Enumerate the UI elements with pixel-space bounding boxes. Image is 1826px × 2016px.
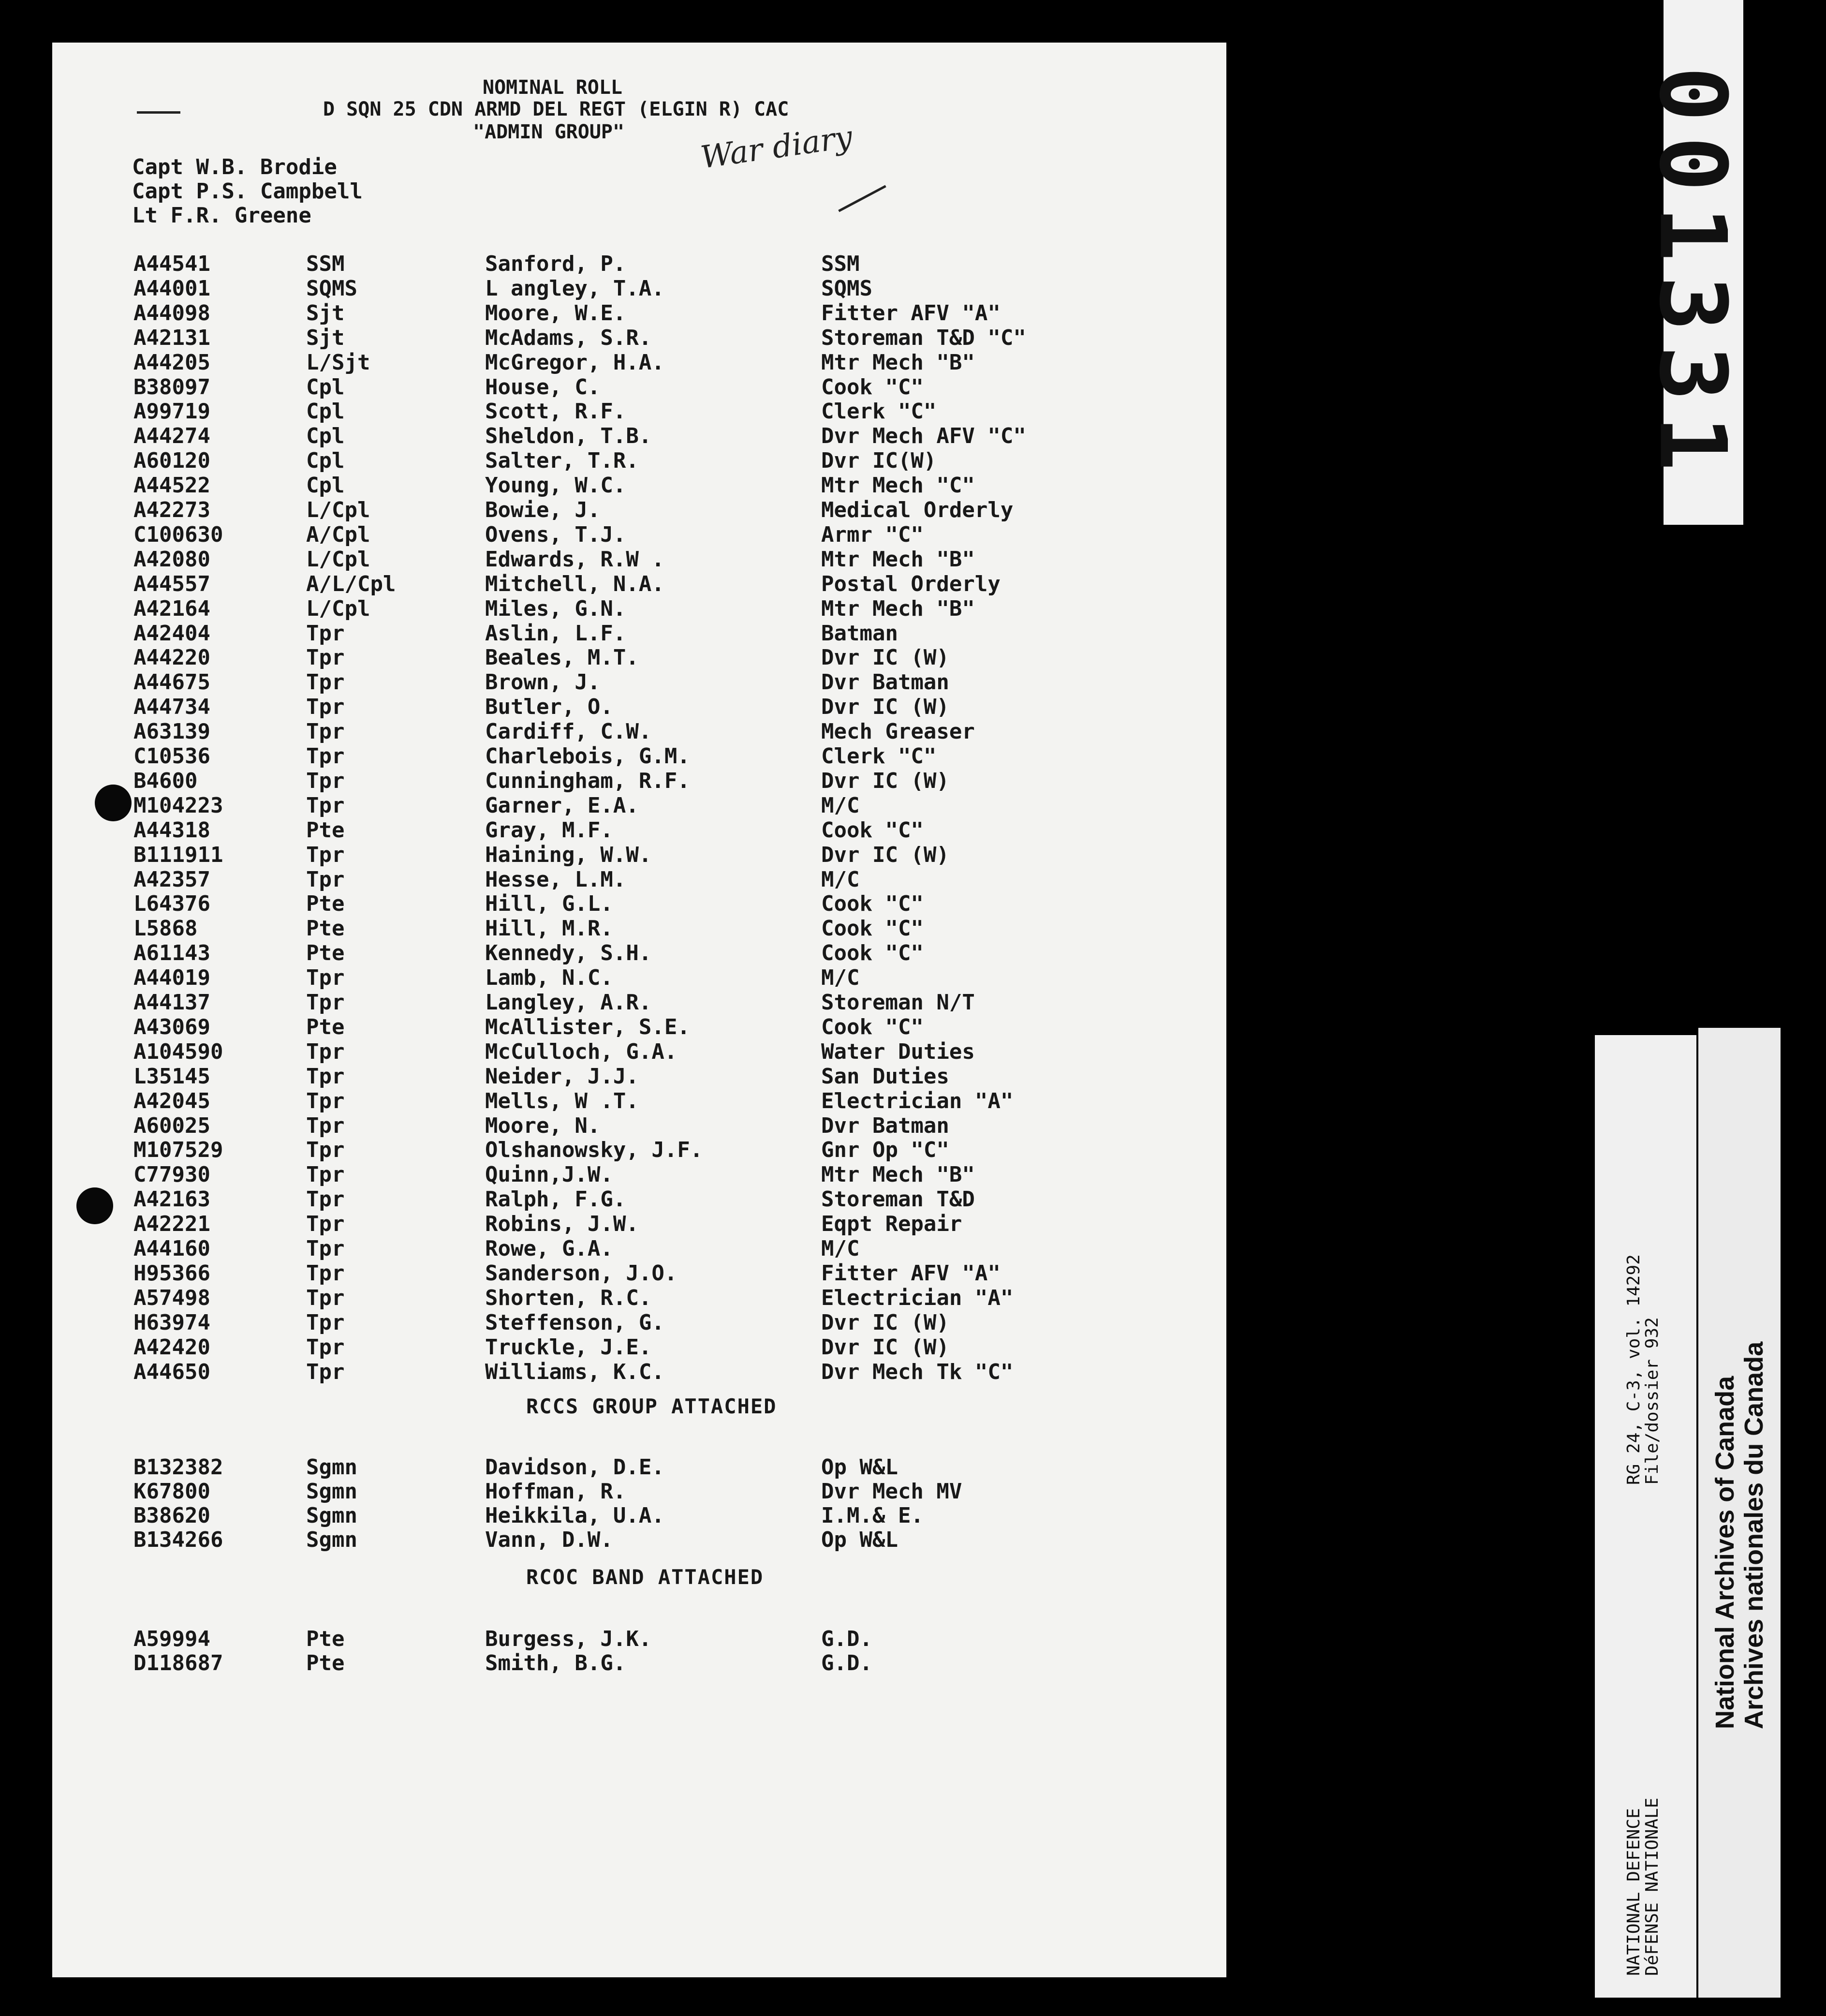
rank-cell: Tpr — [306, 1064, 345, 1089]
service-number-cell: A42273 — [133, 498, 210, 522]
table-row — [52, 1187, 1226, 1211]
name-cell: Hoffman, R. — [485, 1479, 626, 1504]
duty-cell: Gnr Op "C" — [821, 1138, 949, 1163]
table-row — [52, 1162, 1226, 1186]
duty-cell: Medical Orderly — [821, 498, 1014, 522]
name-cell: Charlebois, G.M. — [485, 744, 690, 769]
duty-cell: Dvr IC (W) — [821, 842, 949, 867]
service-number-cell: A44675 — [133, 670, 210, 695]
table-row — [52, 1503, 1226, 1527]
name-cell: Gray, M.F. — [485, 817, 613, 843]
duty-cell: Clerk "C" — [821, 744, 937, 769]
reference-line: RG 24, C-3, vol. 14292 — [1624, 1254, 1644, 1485]
rank-cell: Sgmn — [306, 1527, 357, 1552]
duty-cell: SSM — [821, 252, 860, 276]
table-row — [52, 350, 1226, 374]
name-cell: Heikkila, U.A. — [485, 1503, 664, 1528]
name-cell: Moore, N. — [485, 1113, 601, 1138]
table-row — [52, 670, 1226, 694]
service-number-cell: H95366 — [133, 1260, 210, 1286]
name-cell: Cardiff, C.W. — [485, 719, 652, 744]
service-number-cell: A44019 — [133, 965, 210, 991]
service-number-cell: D118687 — [133, 1651, 223, 1675]
name-cell: Garner, E.A. — [485, 793, 639, 818]
rank-cell: Pte — [306, 1014, 345, 1039]
service-number-cell: C10536 — [133, 744, 210, 769]
name-cell: Davidson, D.E. — [485, 1455, 664, 1480]
name-cell: Truckle, J.E. — [485, 1334, 652, 1360]
service-number-cell: A44522 — [133, 473, 210, 498]
duty-cell: Op W&L — [821, 1455, 898, 1480]
rank-cell: Tpr — [306, 1285, 345, 1310]
rank-cell: Tpr — [306, 1212, 345, 1237]
table-row — [52, 1335, 1226, 1359]
duty-cell: G.D. — [821, 1627, 872, 1651]
service-number-cell: B134266 — [133, 1527, 223, 1552]
table-row — [52, 1039, 1226, 1064]
duty-cell: M/C — [821, 867, 860, 892]
name-cell: Ovens, T.J. — [485, 522, 626, 547]
name-cell: Neider, J.J. — [485, 1064, 639, 1089]
duty-cell: Dvr Mech MV — [821, 1479, 962, 1504]
rank-cell: Sgmn — [306, 1503, 357, 1528]
rank-cell: A/L/Cpl — [306, 571, 396, 596]
name-cell: Smith, B.G. — [485, 1651, 626, 1675]
table-row — [52, 326, 1226, 350]
rank-cell: Cpl — [306, 374, 345, 400]
table-row — [52, 941, 1226, 965]
duty-cell: Cook "C" — [821, 916, 924, 941]
rank-cell: L/Sjt — [306, 350, 370, 375]
name-cell: Edwards, R.W . — [485, 547, 664, 572]
name-cell: Miles, G.N. — [485, 596, 626, 621]
service-number-cell: A104590 — [133, 1039, 223, 1064]
duty-cell: Mtr Mech "B" — [821, 350, 975, 375]
name-cell: Rowe, G.A. — [485, 1236, 613, 1261]
duty-cell: Dvr IC (W) — [821, 1310, 949, 1335]
service-number-cell: A44220 — [133, 645, 210, 670]
table-row — [52, 1627, 1226, 1651]
service-number-cell: A42420 — [133, 1334, 210, 1360]
duty-cell: Eqpt Repair — [821, 1212, 962, 1237]
service-number-cell: M107529 — [133, 1138, 223, 1163]
table-row — [52, 965, 1226, 990]
rank-cell: Tpr — [306, 1162, 345, 1187]
table-row — [52, 621, 1226, 645]
name-cell: Mells, W .T. — [485, 1088, 639, 1113]
rank-cell: Sgmn — [306, 1479, 357, 1504]
duty-cell: Dvr IC (W) — [821, 645, 949, 670]
duty-cell: Cook "C" — [821, 891, 924, 917]
rank-cell: Cpl — [306, 399, 345, 424]
service-number-cell: A44098 — [133, 300, 210, 326]
rank-cell: SSM — [306, 252, 345, 276]
table-row — [52, 1310, 1226, 1334]
service-number-cell: A44137 — [133, 990, 210, 1015]
service-number-cell: K67800 — [133, 1479, 210, 1504]
table-row — [52, 1113, 1226, 1138]
rank-cell: Pte — [306, 817, 345, 843]
duty-cell: Cook "C" — [821, 374, 924, 400]
service-number-cell: B38620 — [133, 1503, 210, 1528]
name-cell: Beales, M.T. — [485, 645, 639, 670]
service-number-cell: A42164 — [133, 596, 210, 621]
service-number-cell: B38097 — [133, 374, 210, 400]
duty-cell: M/C — [821, 1236, 860, 1261]
service-number-cell: A42404 — [133, 621, 210, 646]
name-cell: Cunningham, R.F. — [485, 768, 690, 793]
table-row — [52, 1479, 1226, 1503]
duty-cell: Clerk "C" — [821, 399, 937, 424]
duty-cell: Mech Greaser — [821, 719, 975, 744]
duty-cell: M/C — [821, 793, 860, 818]
name-cell: Aslin, L.F. — [485, 621, 626, 646]
punch-hole-top — [95, 785, 132, 821]
name-cell: Sanford, P. — [485, 252, 626, 276]
duty-cell: Dvr Mech AFV "C" — [821, 424, 1026, 449]
service-number-cell: A42221 — [133, 1212, 210, 1237]
table-row — [52, 1015, 1226, 1039]
service-number-cell: A57498 — [133, 1285, 210, 1310]
header-title: NOMINAL ROLL — [483, 76, 622, 99]
duty-cell: Dvr IC(W) — [821, 448, 937, 474]
name-cell: McAdams, S.R. — [485, 325, 652, 350]
duty-cell: M/C — [821, 965, 860, 991]
table-row — [52, 1089, 1226, 1113]
table-row — [52, 1527, 1226, 1552]
service-number-cell: A61143 — [133, 941, 210, 966]
pen-mark — [137, 111, 180, 114]
table-row — [52, 744, 1226, 768]
service-number-cell: A63139 — [133, 719, 210, 744]
duty-cell: Mtr Mech "B" — [821, 547, 975, 572]
service-number-cell: B111911 — [133, 842, 223, 867]
page-number-stamp — [1639, 0, 1746, 525]
rank-cell: A/Cpl — [306, 522, 370, 547]
rank-cell: Tpr — [306, 990, 345, 1015]
name-cell: Burgess, J.K. — [485, 1627, 652, 1651]
table-row — [52, 301, 1226, 325]
name-cell: Robins, J.W. — [485, 1212, 639, 1237]
duty-cell: SQMS — [821, 276, 872, 301]
rank-cell: Tpr — [306, 621, 345, 646]
rank-cell: Pte — [306, 941, 345, 966]
rank-cell: Pte — [306, 1651, 345, 1675]
table-row — [52, 375, 1226, 399]
table-row — [52, 547, 1226, 571]
table-row — [52, 818, 1226, 842]
duty-cell: Electrician "A" — [821, 1088, 1014, 1113]
service-number-cell: L35145 — [133, 1064, 210, 1089]
table-row — [52, 596, 1226, 621]
service-number-cell: L64376 — [133, 891, 210, 917]
table-row — [52, 695, 1226, 719]
duty-cell: Cook "C" — [821, 1014, 924, 1039]
table-row — [52, 572, 1226, 596]
table-row — [52, 252, 1226, 276]
header-group: "ADMIN GROUP" — [473, 121, 625, 143]
officer-line: Capt W.B. Brodie — [132, 155, 337, 179]
service-number-cell: A44557 — [133, 571, 210, 596]
rank-cell: Tpr — [306, 1187, 345, 1212]
rank-cell: Cpl — [306, 448, 345, 474]
table-row — [52, 867, 1226, 891]
department-line: DéFENSE NATIONALE — [1642, 1797, 1662, 1976]
archive-reference-strip — [1595, 1035, 1696, 1998]
table-row — [52, 1236, 1226, 1260]
archives-name — [1710, 1342, 1768, 1729]
duty-cell: Dvr Batman — [821, 1113, 949, 1138]
duty-cell: Dvr Mech Tk "C" — [821, 1359, 1014, 1384]
table-row — [52, 645, 1226, 669]
table-row — [52, 990, 1226, 1014]
service-number-cell: A44318 — [133, 817, 210, 843]
band-section-title: RCOC BAND ATTACHED — [526, 1565, 764, 1589]
stamp-number: 001331 — [1639, 66, 1746, 486]
rank-cell: Cpl — [306, 473, 345, 498]
table-row — [52, 1455, 1226, 1479]
service-number-cell: M104223 — [133, 793, 223, 818]
table-row — [52, 719, 1226, 743]
table-row — [52, 1212, 1226, 1236]
table-row — [52, 448, 1226, 473]
name-cell: Scott, R.F. — [485, 399, 626, 424]
name-cell: Vann, D.W. — [485, 1527, 613, 1552]
rank-cell: Sjt — [306, 325, 345, 350]
name-cell: Kennedy, S.H. — [485, 941, 652, 966]
rank-cell: Tpr — [306, 965, 345, 991]
duty-cell: San Duties — [821, 1064, 949, 1089]
duty-cell: Dvr IC (W) — [821, 1334, 949, 1360]
name-cell: House, C. — [485, 374, 601, 400]
rank-cell: Sjt — [306, 300, 345, 326]
service-number-cell: B132382 — [133, 1455, 223, 1480]
duty-cell: Electrician "A" — [821, 1285, 1014, 1310]
rank-cell: Pte — [306, 916, 345, 941]
duty-cell: Water Duties — [821, 1039, 975, 1064]
archives-name-en: National Archives of Canada — [1710, 1376, 1739, 1729]
table-row — [52, 522, 1226, 547]
name-cell: Butler, O. — [485, 695, 613, 720]
table-row — [52, 1360, 1226, 1384]
officer-line: Lt F.R. Greene — [132, 203, 311, 228]
table-row — [52, 399, 1226, 423]
service-number-cell: A44001 — [133, 276, 210, 301]
document-page — [52, 43, 1226, 1977]
rank-cell: Tpr — [306, 1334, 345, 1360]
duty-cell: Mtr Mech "C" — [821, 473, 975, 498]
service-number-cell: C77930 — [133, 1162, 210, 1187]
rccs-section-title: RCCS GROUP ATTACHED — [526, 1394, 777, 1418]
service-number-cell: A43069 — [133, 1014, 210, 1039]
rank-cell: Tpr — [306, 1260, 345, 1286]
table-row — [52, 1651, 1226, 1675]
name-cell: Hill, G.L. — [485, 891, 613, 917]
name-cell: Williams, K.C. — [485, 1359, 664, 1384]
name-cell: Moore, W.E. — [485, 300, 626, 326]
duty-cell: Storeman T&D "C" — [821, 325, 1026, 350]
name-cell: Salter, T.R. — [485, 448, 639, 474]
service-number-cell: A42080 — [133, 547, 210, 572]
service-number-cell: A99719 — [133, 399, 210, 424]
rank-cell: Tpr — [306, 867, 345, 892]
name-cell: Hill, M.R. — [485, 916, 613, 941]
rank-cell: L/Cpl — [306, 547, 370, 572]
name-cell: Hesse, L.M. — [485, 867, 626, 892]
duty-cell: Cook "C" — [821, 817, 924, 843]
table-row — [52, 1064, 1226, 1088]
archive-reference — [1625, 1254, 1662, 1485]
service-number-cell: A42357 — [133, 867, 210, 892]
name-cell: Ralph, F.G. — [485, 1187, 626, 1212]
service-number-cell: B4600 — [133, 768, 198, 793]
duty-cell: Dvr IC (W) — [821, 768, 949, 793]
duty-cell: Fitter AFV "A" — [821, 300, 1001, 326]
name-cell: Haining, W.W. — [485, 842, 652, 867]
rank-cell: L/Cpl — [306, 498, 370, 522]
handwritten-annotation: War diary — [698, 119, 855, 176]
department-label — [1625, 1798, 1662, 1976]
name-cell: Shorten, R.C. — [485, 1285, 652, 1310]
header-unit: D SQN 25 CDN ARMD DEL REGT (ELGIN R) CAC — [323, 98, 789, 120]
rank-cell: Tpr — [306, 1039, 345, 1064]
duty-cell: Mtr Mech "B" — [821, 1162, 975, 1187]
name-cell: Sanderson, J.O. — [485, 1260, 677, 1286]
service-number-cell: L5868 — [133, 916, 198, 941]
duty-cell: G.D. — [821, 1651, 872, 1675]
duty-cell: Storeman N/T — [821, 990, 975, 1015]
name-cell: McCulloch, G.A. — [485, 1039, 677, 1064]
rank-cell: Tpr — [306, 670, 345, 695]
duty-cell: Batman — [821, 621, 898, 646]
duty-cell: Op W&L — [821, 1527, 898, 1552]
name-cell: Bowie, J. — [485, 498, 601, 522]
table-row — [52, 276, 1226, 300]
name-cell: Sheldon, T.B. — [485, 424, 652, 449]
name-cell: McGregor, H.A. — [485, 350, 664, 375]
rank-cell: Tpr — [306, 793, 345, 818]
service-number-cell: A42045 — [133, 1088, 210, 1113]
name-cell: Olshanowsky, J.F. — [485, 1138, 703, 1163]
name-cell: Quinn,J.W. — [485, 1162, 613, 1187]
duty-cell: Storeman T&D — [821, 1187, 975, 1212]
rank-cell: Tpr — [306, 1138, 345, 1163]
table-row — [52, 793, 1226, 817]
table-row — [52, 473, 1226, 497]
name-cell: Young, W.C. — [485, 473, 626, 498]
pen-tick — [838, 185, 886, 212]
name-cell: Lamb, N.C. — [485, 965, 613, 991]
duty-cell: Armr "C" — [821, 522, 924, 547]
rank-cell: Tpr — [306, 719, 345, 744]
rank-cell: Tpr — [306, 1310, 345, 1335]
service-number-cell: A60120 — [133, 448, 210, 474]
rank-cell: Cpl — [306, 424, 345, 449]
rank-cell: Tpr — [306, 744, 345, 769]
name-cell: L angley, T.A. — [485, 276, 664, 301]
rank-cell: Tpr — [306, 1088, 345, 1113]
table-row — [52, 1138, 1226, 1162]
rank-cell: Tpr — [306, 842, 345, 867]
department-line: NATIONAL DEFENCE — [1624, 1808, 1644, 1976]
duty-cell: Dvr IC (W) — [821, 695, 949, 720]
service-number-cell: A44205 — [133, 350, 210, 375]
table-row — [52, 1286, 1226, 1310]
service-number-cell: A59994 — [133, 1627, 210, 1651]
rank-cell: L/Cpl — [306, 596, 370, 621]
rank-cell: SQMS — [306, 276, 357, 301]
table-row — [52, 769, 1226, 793]
service-number-cell: A44650 — [133, 1359, 210, 1384]
name-cell: Langley, A.R. — [485, 990, 652, 1015]
service-number-cell: A44274 — [133, 424, 210, 449]
rank-cell: Pte — [306, 1627, 345, 1651]
name-cell: Brown, J. — [485, 670, 601, 695]
service-number-cell: A44541 — [133, 252, 210, 276]
reference-line: File/dossier 932 — [1642, 1317, 1662, 1485]
officer-line: Capt P.S. Campbell — [132, 179, 363, 204]
archives-label-strip — [1698, 1028, 1781, 1998]
archives-name-fr: Archives nationales du Canada — [1739, 1341, 1768, 1729]
table-row — [52, 891, 1226, 916]
service-number-cell: A42131 — [133, 325, 210, 350]
table-row — [52, 498, 1226, 522]
name-cell: Mitchell, N.A. — [485, 571, 664, 596]
duty-cell: Fitter AFV "A" — [821, 1260, 1001, 1286]
service-number-cell: A44160 — [133, 1236, 210, 1261]
name-cell: McAllister, S.E. — [485, 1014, 690, 1039]
table-row — [52, 843, 1226, 867]
table-row — [52, 424, 1226, 448]
service-number-cell: H63974 — [133, 1310, 210, 1335]
rank-cell: Tpr — [306, 1359, 345, 1384]
duty-cell: Mtr Mech "B" — [821, 596, 975, 621]
duty-cell: Dvr Batman — [821, 670, 949, 695]
rank-cell: Tpr — [306, 695, 345, 720]
rank-cell: Tpr — [306, 768, 345, 793]
rank-cell: Tpr — [306, 1113, 345, 1138]
rank-cell: Tpr — [306, 1236, 345, 1261]
rank-cell: Pte — [306, 891, 345, 917]
service-number-cell: A44734 — [133, 695, 210, 720]
service-number-cell: A42163 — [133, 1187, 210, 1212]
duty-cell: I.M.& E. — [821, 1503, 924, 1528]
duty-cell: Cook "C" — [821, 941, 924, 966]
service-number-cell: A60025 — [133, 1113, 210, 1138]
table-row — [52, 1261, 1226, 1285]
duty-cell: Postal Orderly — [821, 571, 1001, 596]
table-row — [52, 916, 1226, 940]
service-number-cell: C100630 — [133, 522, 223, 547]
punch-hole-bottom — [76, 1187, 113, 1224]
name-cell: Steffenson, G. — [485, 1310, 664, 1335]
rank-cell: Sgmn — [306, 1455, 357, 1480]
rank-cell: Tpr — [306, 645, 345, 670]
